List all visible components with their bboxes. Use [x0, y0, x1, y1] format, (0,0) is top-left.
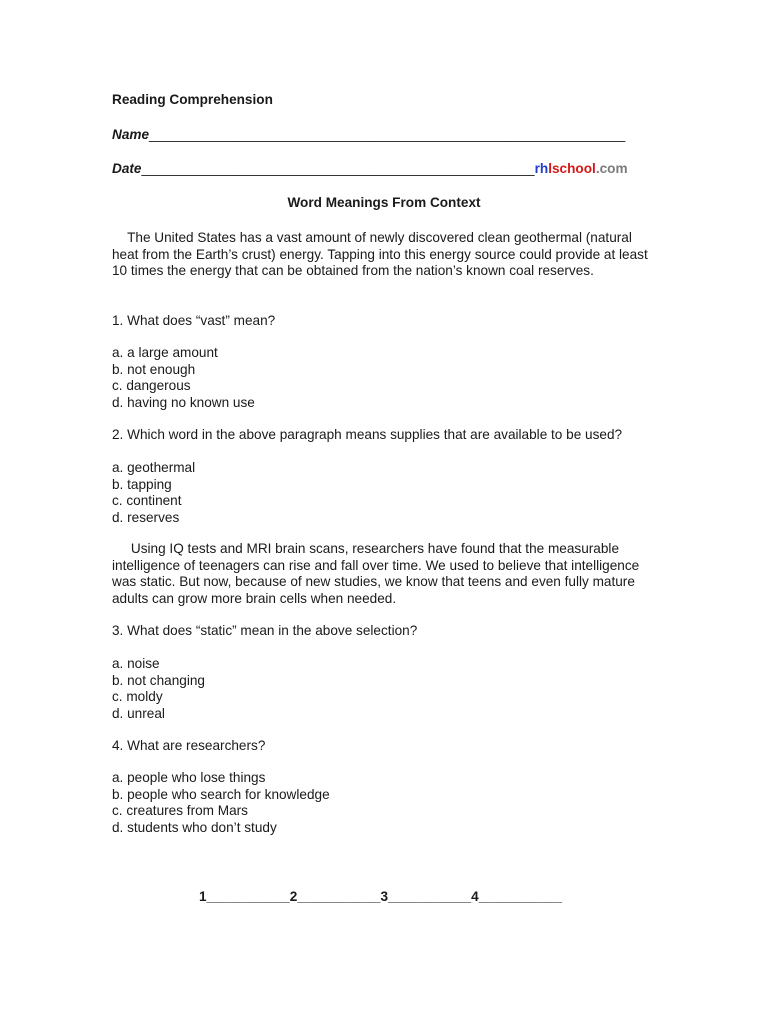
name-field-line	[112, 127, 625, 142]
brand-logo-com: .com	[595, 161, 628, 176]
answer-options	[112, 656, 205, 722]
answer-option: c. moldy	[112, 689, 163, 704]
answer-option: d. reserves	[112, 509, 180, 525]
passage-text: The United States has a vast amount of newly discovered clean geothermal (natural heat from the Earth’s crust) energy. Tapping into this energy source could provide at least 10 times the energy that can be obtained from the nation’s known coal reserves.	[112, 230, 648, 278]
answer-option: d. having no known use	[112, 394, 255, 410]
answer-option: d. students who don’t study	[112, 819, 277, 835]
brand-logo-rh: rh	[534, 161, 549, 176]
answer-option: a. people who lose things	[112, 770, 266, 785]
question-text: 2. Which word in the above paragraph means supplies that are available to be used?	[112, 427, 623, 442]
question-text: 4. What are researchers?	[112, 738, 266, 753]
question-text: 1. What does “vast” mean?	[112, 313, 276, 328]
date-blank: ______________________________________________	[141, 161, 490, 176]
answer-option: b. not enough	[112, 361, 196, 377]
answer-blanks-line: 1___________2___________3___________4___________	[199, 889, 562, 904]
answer-option: a. geothermal	[112, 460, 196, 475]
answer-option: a. noise	[112, 656, 160, 671]
answer-options	[112, 345, 255, 411]
answer-option: b. people who search for knowledge	[112, 786, 330, 802]
date-blank-extension: ______	[489, 161, 535, 176]
passage-paragraph	[112, 230, 652, 280]
answer-option: b. not changing	[112, 672, 205, 688]
name-label: Name	[112, 127, 150, 142]
answer-option: c. dangerous	[112, 378, 191, 393]
brand-logo-school: lschool	[548, 161, 596, 176]
section-heading: Word Meanings From Context	[287, 195, 481, 210]
answer-options	[112, 460, 195, 526]
passage-paragraph	[112, 541, 652, 607]
answer-option: d. unreal	[112, 705, 165, 721]
question-text: 3. What does “static” mean in the above selection?	[112, 623, 418, 638]
date-label: Date	[112, 161, 142, 176]
answer-option: c. creatures from Mars	[112, 803, 248, 818]
answer-option: c. continent	[112, 493, 182, 508]
date-field-line	[112, 161, 628, 176]
name-blank: _______________________________________________________________	[149, 127, 626, 142]
answer-options	[112, 770, 330, 836]
answer-option: a. a large amount	[112, 345, 218, 360]
passage-text: Using IQ tests and MRI brain scans, researchers have found that the measurable intelligence of teenagers can rise and fall over time. We used to believe that intelligence was static. But now, because of new studies, we know that teens and even fully mature adults can grow more brain cells when needed.	[112, 541, 640, 606]
page-title: Reading Comprehension	[112, 92, 273, 107]
answer-option: b. tapping	[112, 476, 172, 492]
